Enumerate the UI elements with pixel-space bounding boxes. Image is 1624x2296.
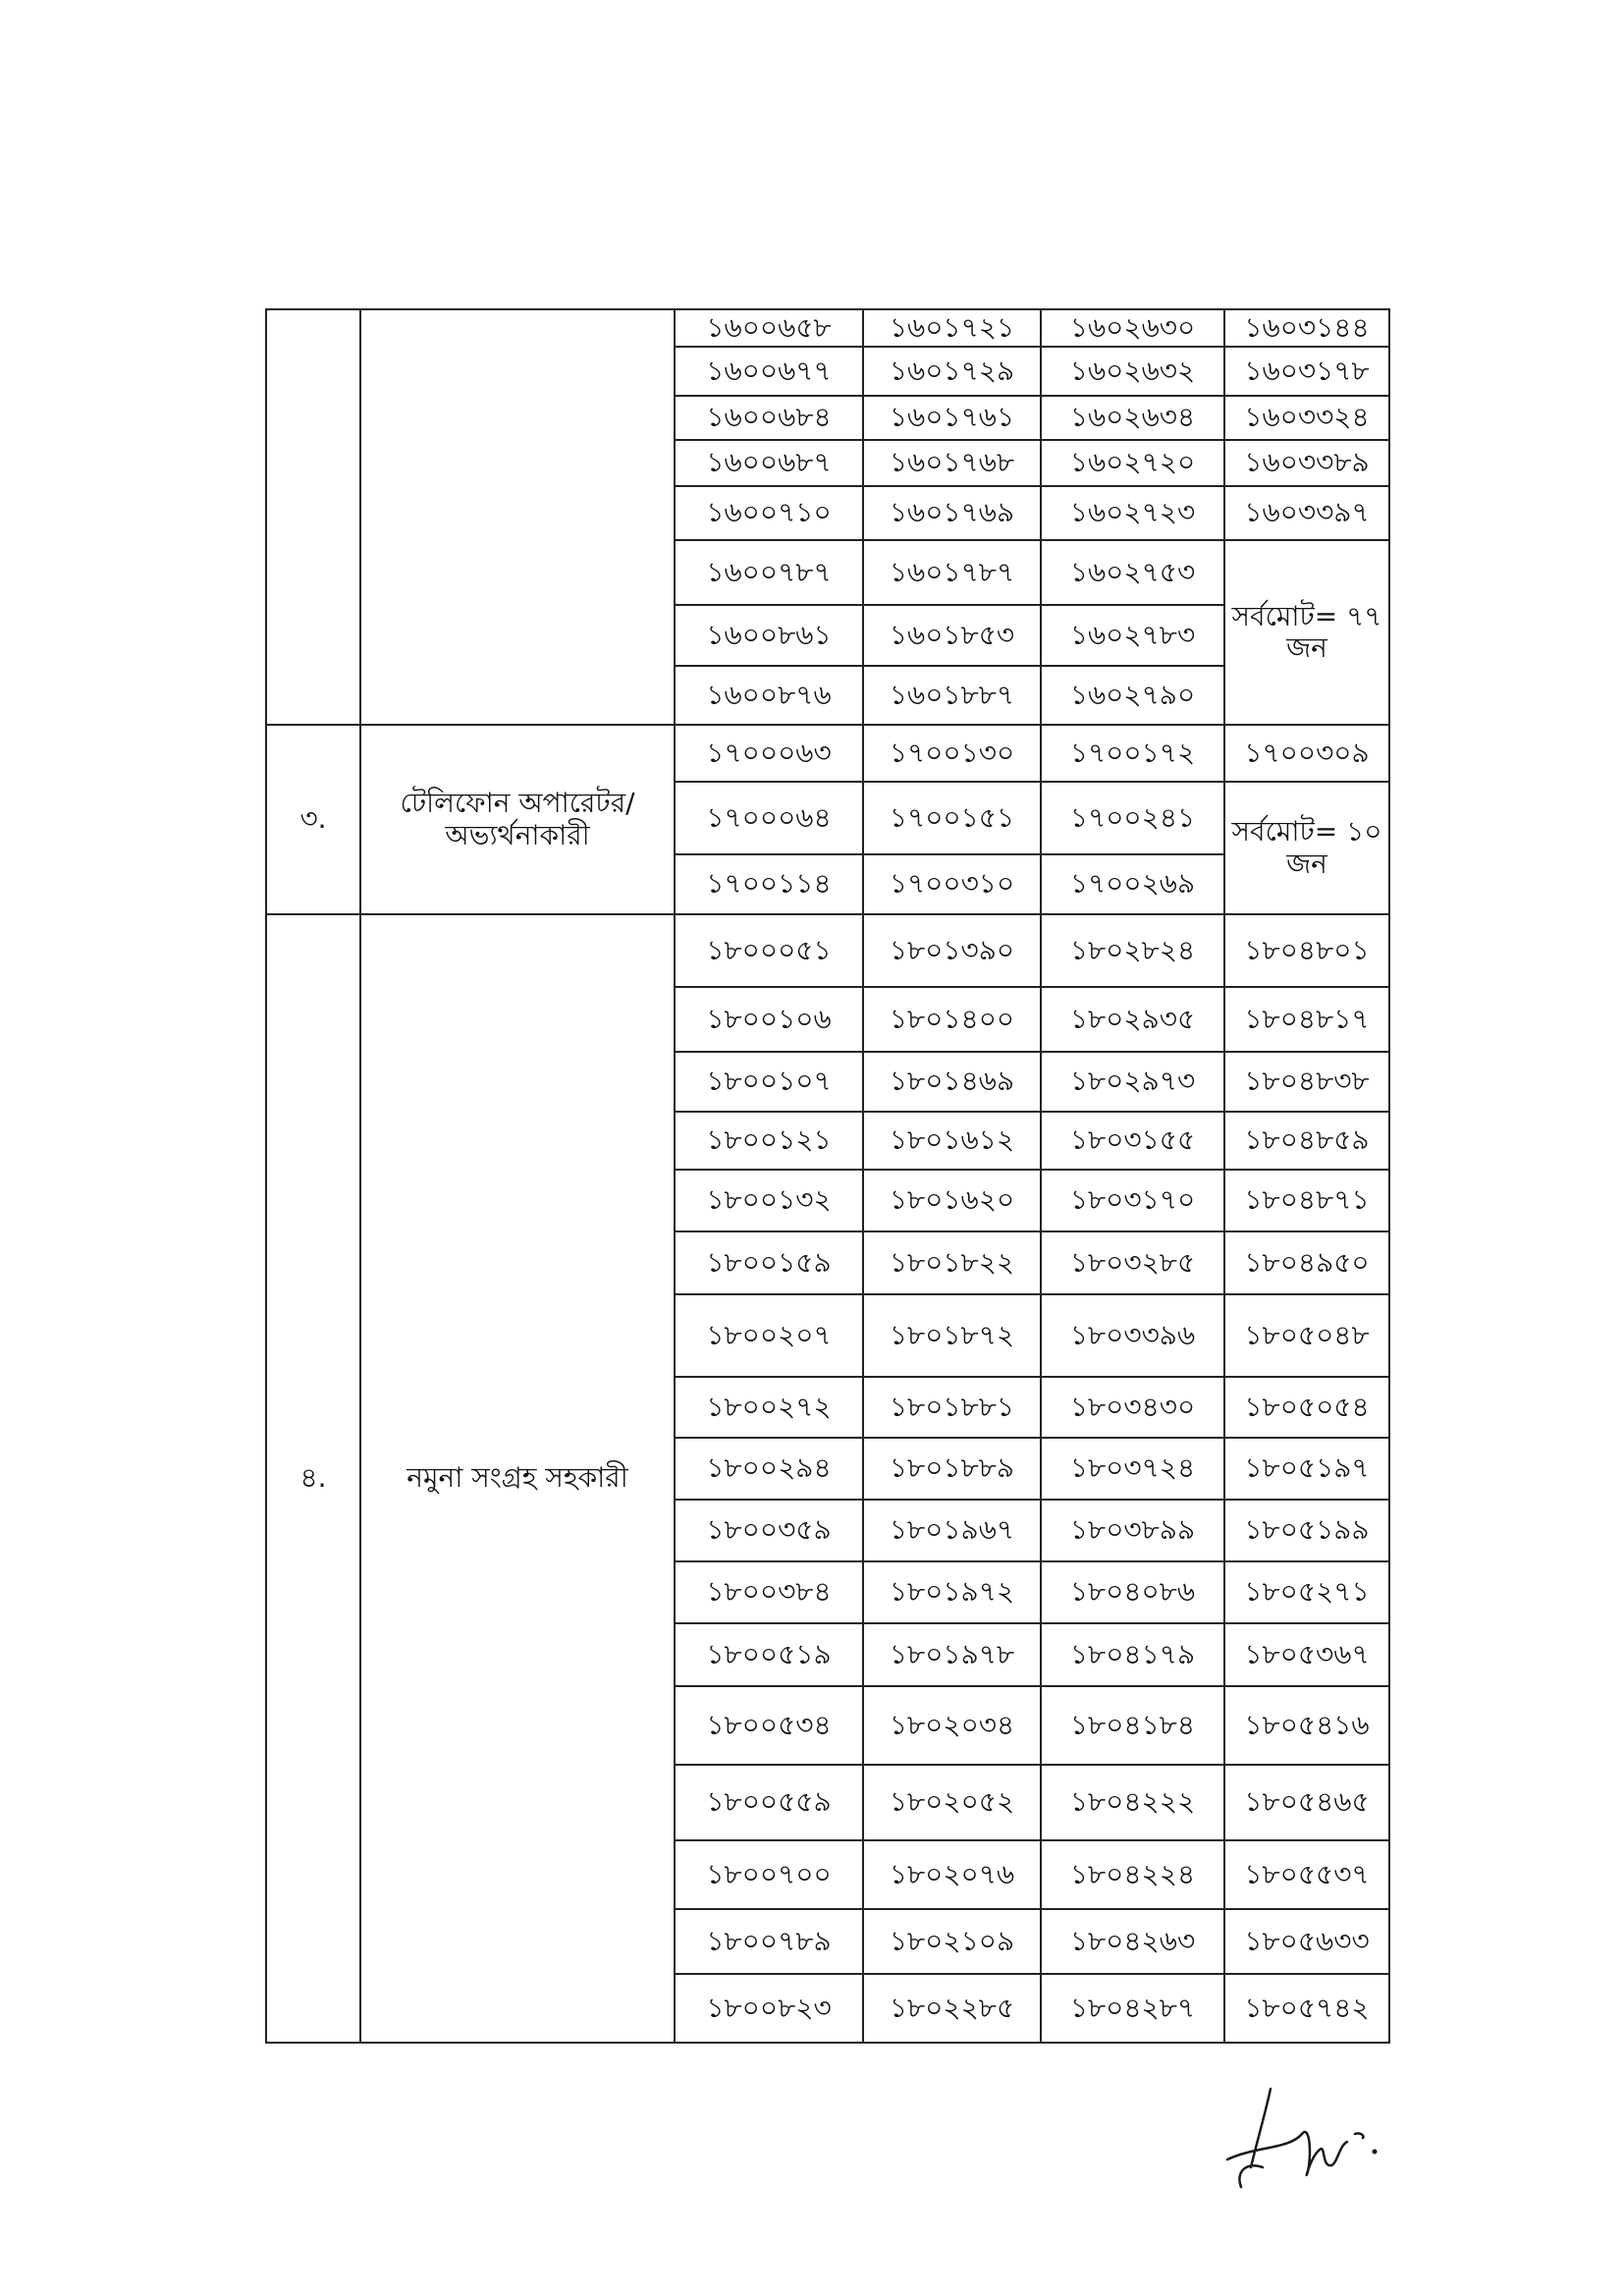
roll-number: ১৮০৪৮১৭	[1224, 987, 1389, 1052]
result-table	[265, 308, 1390, 2044]
roll-number: ১৮০০৫৩৪	[675, 1686, 863, 1765]
roll-number: ১৭০০১৭২	[1041, 725, 1224, 782]
roll-number: ১৮০৫৪১৬	[1224, 1686, 1389, 1765]
roll-number: ১৬০৩৩২৪	[1224, 396, 1389, 440]
post-name: টেলিফোন অপারেটর/অভ্যর্থনাকারী	[360, 725, 675, 914]
roll-number: ১৭০০০৬৩	[675, 725, 863, 782]
roll-number: ১৬০২৭৯০	[1041, 666, 1224, 725]
roll-number: ১৬০০৮৭৬	[675, 666, 863, 725]
roll-number: ১৮০০৩৮৪	[675, 1561, 863, 1623]
roll-number: ১৮০১৮২২	[863, 1231, 1041, 1294]
roll-number: ১৭০০০৬৪	[675, 782, 863, 854]
roll-number: ১৬০১৭২১	[863, 309, 1041, 347]
roll-number: ১৮০২১০৯	[863, 1909, 1041, 1974]
roll-number: ১৮০১৯৭২	[863, 1561, 1041, 1623]
roll-number: ১৮০৫০৫৪	[1224, 1377, 1389, 1438]
roll-number: ১৮০০৮২৩	[675, 1974, 863, 2043]
roll-number: ১৮০৩৪৩০	[1041, 1377, 1224, 1438]
roll-number: ১৭০০১৫১	[863, 782, 1041, 854]
roll-number: ১৬০২৭২৩	[1041, 486, 1224, 540]
roll-number: ১৮০০৩৫৯	[675, 1500, 863, 1561]
roll-number: ১৮০৩১৭০	[1041, 1170, 1224, 1231]
table-row	[266, 725, 1389, 782]
roll-number: ১৮০৪২২৪	[1041, 1840, 1224, 1909]
roll-number: ১৮০৩৭২৪	[1041, 1438, 1224, 1500]
roll-number: ১৮০৫১৯৭	[1224, 1438, 1389, 1500]
roll-number: ১৮০৩১৫৫	[1041, 1112, 1224, 1170]
roll-number: ১৭০০৩১০	[863, 854, 1041, 914]
roll-number: ১৮০৪২২২	[1041, 1765, 1224, 1840]
post-name: নমুনা সংগ্রহ সহকারী	[360, 914, 675, 2043]
roll-number: ১৬০০৬৮৭	[675, 440, 863, 486]
roll-number: ১৮০২০৫২	[863, 1765, 1041, 1840]
roll-number: ১৮০৪২৬৩	[1041, 1909, 1224, 1974]
roll-number: ১৬০২৭২০	[1041, 440, 1224, 486]
roll-number: ১৮০৪২৮৭	[1041, 1974, 1224, 2043]
roll-number: ১৮০৩৮৯৯	[1041, 1500, 1224, 1561]
roll-number: ১৮০৫০৪৮	[1224, 1294, 1389, 1377]
roll-number: ১৬০১৭৬৮	[863, 440, 1041, 486]
roll-number: ১৮০০২৭২	[675, 1377, 863, 1438]
roll-number: ১৮০১৮৭২	[863, 1294, 1041, 1377]
roll-number: ১৮০০৭০০	[675, 1840, 863, 1909]
roll-number: ১৮০১৪০০	[863, 987, 1041, 1052]
roll-number: ১৬০০৭৮৭	[675, 540, 863, 605]
roll-number: ১৮০৪৮০১	[1224, 914, 1389, 987]
roll-number: ১৬০১৭৬১	[863, 396, 1041, 440]
roll-number: ১৬০০৭১০	[675, 486, 863, 540]
roll-number: ১৮০৪৮৫৯	[1224, 1112, 1389, 1170]
roll-number: ১৮০০১২১	[675, 1112, 863, 1170]
roll-number: ১৬০২৭৮৩	[1041, 605, 1224, 666]
roll-number: ১৭০০৩০৯	[1224, 725, 1389, 782]
roll-number: ১৬০৩৩৯৭	[1224, 486, 1389, 540]
signature	[1208, 2077, 1404, 2205]
roll-number: ১৮০৫২৭১	[1224, 1561, 1389, 1623]
roll-number: ১৮০২৮২৪	[1041, 914, 1224, 987]
roll-number: ১৮০০১০৬	[675, 987, 863, 1052]
serial-number: ৩.	[266, 725, 360, 914]
roll-number: ১৬০০৬৫৮	[675, 309, 863, 347]
roll-number: ১৮০৪৮৭১	[1224, 1170, 1389, 1231]
roll-number: ১৬০১৭৮৭	[863, 540, 1041, 605]
roll-number: ১৮০০১৩২	[675, 1170, 863, 1231]
roll-number: ১৮০২০৭৬	[863, 1840, 1041, 1909]
table-row	[266, 309, 1389, 347]
roll-number: ১৬০২৬৩২	[1041, 347, 1224, 396]
roll-number: ১৮০৪১৭৯	[1041, 1623, 1224, 1686]
roll-number: ১৮০৫১৯৯	[1224, 1500, 1389, 1561]
roll-number: ১৮০৪১৮৪	[1041, 1686, 1224, 1765]
roll-number: ১৭০০২৪১	[1041, 782, 1224, 854]
roll-number: ১৭০০২৬৯	[1041, 854, 1224, 914]
roll-number: ১৬০৩১৭৮	[1224, 347, 1389, 396]
roll-number: ১৮০০২০৭	[675, 1294, 863, 1377]
roll-number: ১৮০১৮৮৯	[863, 1438, 1041, 1500]
roll-number: ১৮০২৯৭৩	[1041, 1052, 1224, 1112]
table-row	[266, 914, 1389, 987]
roll-number: ১৬০০৬৭৭	[675, 347, 863, 396]
roll-number: ১৮০৪৯৫০	[1224, 1231, 1389, 1294]
roll-number: ১৮০০১৫৯	[675, 1231, 863, 1294]
roll-number: ১৮০৫৪৬৫	[1224, 1765, 1389, 1840]
roll-number: ১৮০১৬২০	[863, 1170, 1041, 1231]
roll-number: ১৮০০৭৮৯	[675, 1909, 863, 1974]
roll-number: ১৮০১৩৯০	[863, 914, 1041, 987]
roll-number: ১৮০৪৮৩৮	[1224, 1052, 1389, 1112]
roll-number: ১৮০৩৩৯৬	[1041, 1294, 1224, 1377]
serial-number: ৪.	[266, 914, 360, 2043]
roll-number: ১৮০০১০৭	[675, 1052, 863, 1112]
roll-number: ১৮০৩২৮৫	[1041, 1231, 1224, 1294]
roll-number: ১৬০১৭৬৯	[863, 486, 1041, 540]
roll-number: ১৮০৪০৮৬	[1041, 1561, 1224, 1623]
roll-number: ১৬০২৭৫৩	[1041, 540, 1224, 605]
roll-number: ১৮০১৮৮১	[863, 1377, 1041, 1438]
roll-number: ১৮০২০৩৪	[863, 1686, 1041, 1765]
roll-number: ১৮০৫৫৩৭	[1224, 1840, 1389, 1909]
roll-number: ১৬০৩১৪৪	[1224, 309, 1389, 347]
roll-number: ১৮০২২৮৫	[863, 1974, 1041, 2043]
roll-number: ১৮০০৫১৯	[675, 1623, 863, 1686]
roll-number: ১৮০১৬১২	[863, 1112, 1041, 1170]
roll-number: ১৮০৫৭৪২	[1224, 1974, 1389, 2043]
roll-number: ১৬০২৬৩৪	[1041, 396, 1224, 440]
roll-number: ১৮০৫৬৩৩	[1224, 1909, 1389, 1974]
roll-number: ১৬০০৮৬১	[675, 605, 863, 666]
roll-number: ১৮০৫৩৬৭	[1224, 1623, 1389, 1686]
roll-number: ১৬০১৮৫৩	[863, 605, 1041, 666]
roll-number: ১৬০০৬৮৪	[675, 396, 863, 440]
roll-number: ১৬০৩৩৮৯	[1224, 440, 1389, 486]
roll-number: ১৭০০১৩০	[863, 725, 1041, 782]
roll-number: ১৬০২৬৩০	[1041, 309, 1224, 347]
roll-number: ১৮০১৪৬৯	[863, 1052, 1041, 1112]
roll-number: ১৬০১৮৮৭	[863, 666, 1041, 725]
post-name	[360, 309, 675, 725]
roll-number: ১৮০০০৫১	[675, 914, 863, 987]
roll-number: ১৬০১৭২৯	[863, 347, 1041, 396]
roll-number: ১৮০০৫৫৯	[675, 1765, 863, 1840]
roll-number: ১৮০১৯৬৭	[863, 1500, 1041, 1561]
total-count: সর্বমোট= ৭৭ জন	[1224, 540, 1389, 725]
serial-number	[266, 309, 360, 725]
roll-number: ১৮০১৯৭৮	[863, 1623, 1041, 1686]
roll-number: ১৮০০২৯৪	[675, 1438, 863, 1500]
roll-number: ১৭০০১১৪	[675, 854, 863, 914]
total-count: সর্বমোট= ১০ জন	[1224, 782, 1389, 914]
roll-number: ১৮০২৯৩৫	[1041, 987, 1224, 1052]
